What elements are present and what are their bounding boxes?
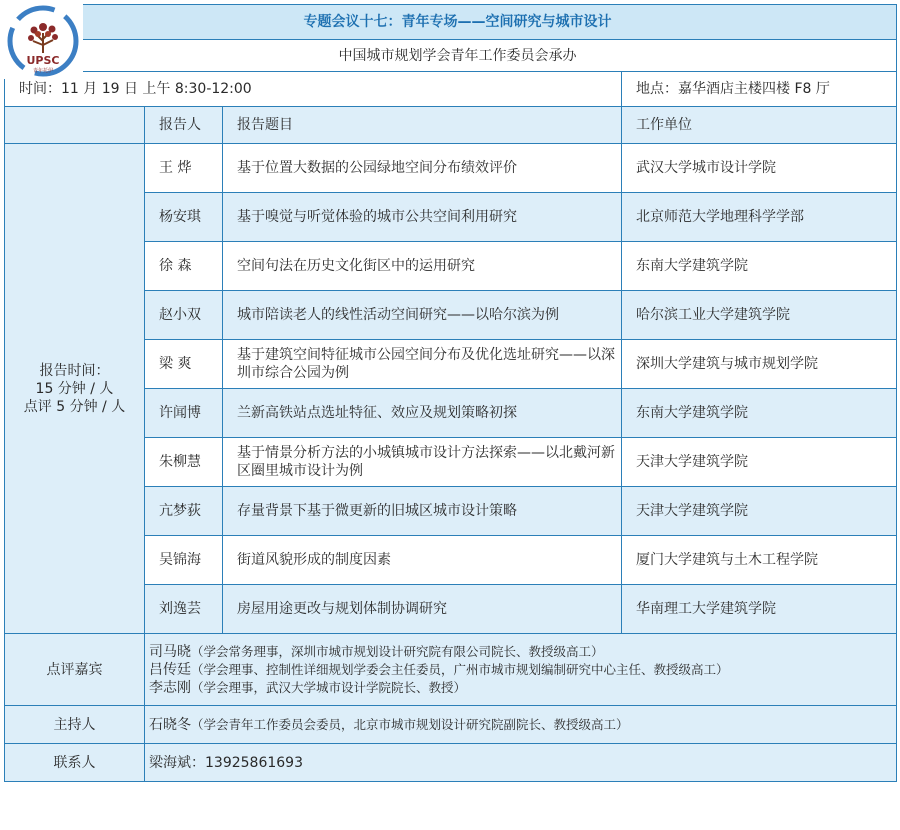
reporter-name: 王 烨	[145, 144, 223, 193]
reporter-name: 吴锦海	[145, 536, 223, 585]
talk-topic: 基于位置大数据的公园绿地空间分布绩效评价	[223, 144, 622, 193]
reviewer-entry	[149, 679, 896, 697]
talk-unit: 厦门大学建筑与土木工程学院	[622, 536, 897, 585]
talk-unit: 天津大学建筑学院	[622, 438, 897, 487]
reporter-name: 赵小双	[145, 291, 223, 340]
upsc-logo-image	[3, 3, 83, 79]
reviewer-detail: （学会理事、控制性详细规划学委会主任委员，广州市城市规划编制研究中心主任、教授级高工）	[191, 661, 729, 677]
reporter-name: 亢梦荻	[145, 487, 223, 536]
reporter-name: 许闻博	[145, 389, 223, 438]
talk-topic: 兰新高铁站点选址特征、效应及规划策略初探	[223, 389, 622, 438]
schedule-table	[4, 4, 897, 782]
header-empty	[5, 107, 145, 144]
reviewer-name: 司马晓	[149, 643, 191, 660]
upsc-logo	[3, 3, 83, 79]
reviewer-name: 吕传廷	[149, 661, 191, 678]
reviewer-entry	[149, 643, 896, 661]
host-cell	[145, 706, 897, 744]
header-topic: 报告题目	[223, 107, 622, 144]
reviewers-row	[5, 634, 897, 706]
logo-subtext: 青年托伊	[32, 68, 54, 74]
host-label: 主持人	[5, 706, 145, 744]
contact-label: 联系人	[5, 744, 145, 782]
contact-row	[5, 744, 897, 782]
reviewers-label: 点评嘉宾	[5, 634, 145, 706]
talk-topic: 房屋用途更改与规划体制协调研究	[223, 585, 622, 634]
talk-topic: 空间句法在历史文化街区中的运用研究	[223, 242, 622, 291]
report-time-line2: 15 分钟 / 人	[35, 380, 114, 397]
header-reporter: 报告人	[145, 107, 223, 144]
reporter-name: 朱柳慧	[145, 438, 223, 487]
talk-topic: 城市陪读老人的线性活动空间研究——以哈尔滨为例	[223, 291, 622, 340]
report-time-cell	[5, 144, 145, 634]
session-location: 地点：嘉华酒店主楼四楼 F8 厅	[622, 72, 897, 107]
reporter-name: 梁 爽	[145, 340, 223, 389]
reviewer-name: 李志刚	[149, 679, 191, 696]
talk-topic: 基于嗅觉与听觉体验的城市公共空间利用研究	[223, 193, 622, 242]
reviewer-detail: （学会理事，武汉大学城市设计学院院长、教授）	[191, 679, 467, 695]
organizer-text: 中国城市规划学会青年工作委员会承办	[5, 40, 897, 72]
reviewers-cell	[145, 634, 897, 706]
report-time-line1: 报告时间：	[39, 362, 110, 379]
talk-unit: 东南大学建筑学院	[622, 389, 897, 438]
reviewer-detail: （学会常务理事，深圳市城市规划设计研究院有限公司院长、教授级高工）	[191, 643, 604, 659]
session-time: 时间：11 月 19 日 上午 8:30-12:00	[5, 72, 622, 107]
talk-topic: 存量背景下基于微更新的旧城区城市设计策略	[223, 487, 622, 536]
reporter-name: 刘逸芸	[145, 585, 223, 634]
talk-unit: 东南大学建筑学院	[622, 242, 897, 291]
report-time-line3: 点评 5 分钟 / 人	[23, 398, 126, 415]
talk-unit: 北京师范大学地理科学学部	[622, 193, 897, 242]
logo-text: UPSC	[26, 54, 60, 67]
page-title: 专题会议十七：青年专场——空间研究与城市设计	[5, 5, 897, 40]
host-detail: （学会青年工作委员会委员，北京市城市规划设计研究院副院长、教授级高工）	[191, 716, 629, 732]
reviewer-entry	[149, 661, 896, 679]
talk-topic: 基于建筑空间特征城市公园空间分布及优化选址研究——以深圳市综合公园为例	[223, 340, 622, 389]
talk-unit: 哈尔滨工业大学建筑学院	[622, 291, 897, 340]
table-row	[5, 144, 897, 193]
talk-topic: 基于情景分析方法的小城镇城市设计方法探索——以北戴河新区圈里城市设计为例	[223, 438, 622, 487]
host-row	[5, 706, 897, 744]
header-unit: 工作单位	[622, 107, 897, 144]
talk-unit: 天津大学建筑学院	[622, 487, 897, 536]
contact-info: 梁海斌：13925861693	[145, 744, 897, 782]
reporter-name: 徐 森	[145, 242, 223, 291]
host-name: 石晓冬	[149, 716, 191, 733]
talk-unit: 华南理工大学建筑学院	[622, 585, 897, 634]
reporter-name: 杨安琪	[145, 193, 223, 242]
talk-unit: 深圳大学建筑与城市规划学院	[622, 340, 897, 389]
talk-topic: 街道风貌形成的制度因素	[223, 536, 622, 585]
talk-unit: 武汉大学城市设计学院	[622, 144, 897, 193]
